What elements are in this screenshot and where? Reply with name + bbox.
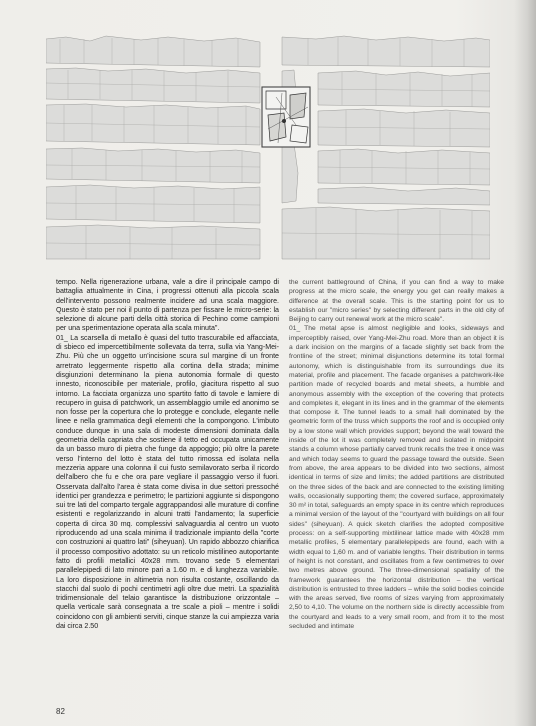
italian-paragraph-1: tempo. Nella rigenerazione urbana, vale a dire il principale campo di battaglia attualmente in Cina, i progressi ottenuti alla piccola scala dell'intervento possono realmente incidere ad una scala maggiore. Questo è stato per noi il punto di partenza per fissare le micro-serie: la selezione di alcune parti della città storica di Pechino come campioni per una sperimentazione operata alla scala minuta". [56,278,279,333]
page-number: 82 [56,707,65,716]
intervention-site [262,87,310,147]
english-paragraph-1: the current battleground of China, if you can find a way to make progress at the micro scale, the energy you get can really makes a difference at the overall scale. This is the starting point for us to establish our "micro series" by selecting different parts in the old city of Beijing to carry out renewal work at the micro scale". [289,279,504,324]
site-plan-drawing [46,33,490,263]
italian-text-column [56,278,279,631]
page-binding-shadow [514,0,536,726]
english-paragraph-2: 01_ The metal apse is almost negligible and looks, sideways and imperceptibly raised, over Yang-Mei-Zhu road. More than an object it is a dark incision on the margins of a facade slightly set back from the frontline of the street; minimal disjunctions determine its total formal autonomy, which is distinguishable from its surroundings due its material, profile and placement. The facade organises a patchwork-like partition made of recycled boards and metal sheets, a humble and anonymous assembly with the exception of the covering that protects and completes it, elegant in its lines and in the grammar of the elements that compose it. The tunnel leads to a small hall dominated by the geometric form of the truss which supports the roof and is occupied only by a low stone wall which provides support; beyond the wall toward the inside of the lot it was completely removed and isolated in midpoint stands a column whose partially carved trunk recalls the tree it once was and which today seems to guard the passage toward the outside. Seen from above, the area appears to be divided into two sections, almost identical in terms of size and limits; the added partitions are distributed on the three sides of the back and are connected to the existing limiting walls, occasionally supporting them; the covered surface, approximately 30 m² in total, safeguards an empty space in its centre which reproduces a minimal version of the layout of the "courtyard with buildings on all four sides" (siheyuan). A quick sketch clarifies the adopted compositive process: on a self-supporting mixtilinear lattice made with 40x28 mm metallic profiles, 5 elementary parallelepipeds are found, each with a width equal to 1,60 m. and of variable lengths. Their distribution in terms of height is not constant, and oscillates from a few centimetres to over two metres above ground. The three-dimensional spatiality of the framework guarantees the horizontal distribution – the vertical distribution is entrusted to three ladders – while the solid bodies coincide with the areas served, five rooms of sizes varying from approximately 2,50 to 4,10. The volume on the northern side is directly accessible from the courtyard and leads to a very small room, and from it to the most secluded and intimate [289,325,504,630]
italian-paragraph-2: 01_ La scarsella di metallo è quasi del tutto trascurabile ed affacciata, di sbieco ed impercettibilmente sollevata da terra, sulla via Yang-Mei-Zhu. Più che un oggetto un'incisione scura sul margine di un fronte arretrato leggermente rispetto alla cortina della strada; minime disgiunzioni determinano la piena autonomia formale di questo innesto, riconoscibile per materiale, profilo, giacitura rispetto al suo intorno. La facciata organizza uno spartito fatto di tavole e lamiere di recupero in guisa di patchwork, un assemblaggio umile ed anonimo se non fosse per la copertura che lo protegge e conclude, elegante nelle linee e nella grammatica degli elementi che la compongono. L'imbuto conduce dunque in una sala di modeste dimensioni dominata dalla geometria della capriata che sostiene il tetto ed occupata unicamente da un basso muro di pietra che funge da appoggio; più oltre la parete verso l'interno del lotto è stata del tutto rimossa ed isolata nella mezzeria appare una colonna il cui fusto semilavorato serba il ricordo dell'albero che fu e che ora pare vegliare il passaggio verso il fuori. Osservata dall'alto l'area è stata come divisa in due settori pressoché identici per grandezza e perimetro; le partizioni aggiunte si dispongono sui tre lati del comparto tergale aggrappandosi alle murature di confine esistenti e regolarizzando in alcuni tratti l'andamento; la superficie coperta di circa 30 mq. complessivi salvaguardia al centro un vuoto riproducendo ad una scala minima il tradizionale impianto della "corte con costruzioni ai quattro lati" (siheyuan). Un rapido abbozzo chiarifica il processo compositivo adottato: su un reticolo mistilineo autoportante fatto di profili metallici 40x28 mm. trovano sede 5 elementari parallelepipedi di lato minore pari a 1.60 m. e di lunghezza variabile. La loro disposizione in altimetria non risulta costante, oscillando da stacchi dal suolo di pochi centimetri agli oltre due metri. La spazialità tridimensionale del telaio garantisce la distribuzione orizzontale – quella verticale sarà consegnata a tre scale a pioli – mentre i solidi coincidono con gli ambienti serviti, cinque stanze la cui ampiezza varia dai circa 2.50 [56,333,279,630]
english-text-column [289,278,504,631]
